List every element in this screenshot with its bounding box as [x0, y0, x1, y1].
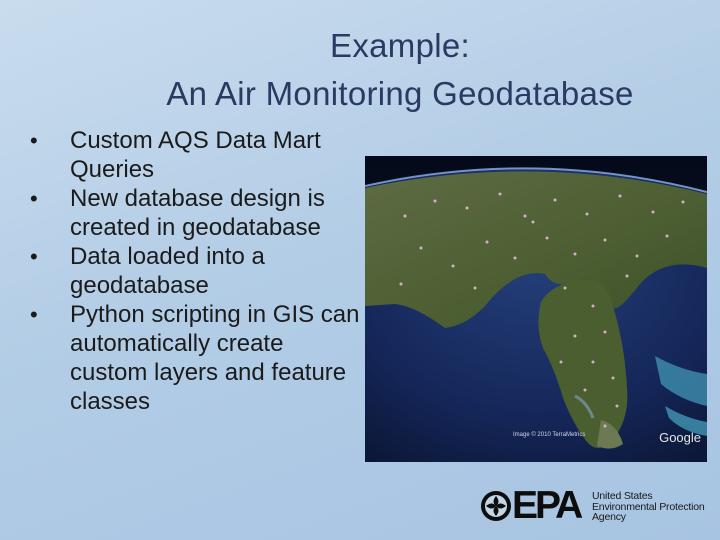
bullet-item: • Custom AQS Data Mart Queries [30, 126, 360, 184]
epa-org-line-1: United States [592, 490, 653, 502]
google-logo: Google [659, 430, 701, 445]
bullet-list [30, 126, 360, 416]
florida-satellite-map [365, 156, 707, 462]
satellite-map-graphic [365, 156, 707, 462]
epa-abbreviation: EPA [512, 484, 581, 527]
epa-org-line-2: Environmental Protection [592, 500, 705, 513]
epa-flower-icon [480, 490, 512, 522]
slide-title [40, 22, 720, 118]
epa-logo [480, 484, 712, 530]
epa-org-line-3: Agency [592, 511, 626, 523]
map-credit: Image © 2010 TerraMetrics [513, 432, 586, 438]
bullet-item: • New database design is created in geodatabase [30, 184, 360, 242]
epa-org-name [592, 491, 705, 523]
bullet-item: • Python scripting in GIS can automatically create custom layers and feature classes [30, 300, 360, 416]
title-line-1: Example: [330, 27, 470, 64]
title-line-2: An Air Monitoring Geodatabase [166, 75, 634, 112]
bullet-item: • Data loaded into a geodatabase [30, 242, 360, 300]
